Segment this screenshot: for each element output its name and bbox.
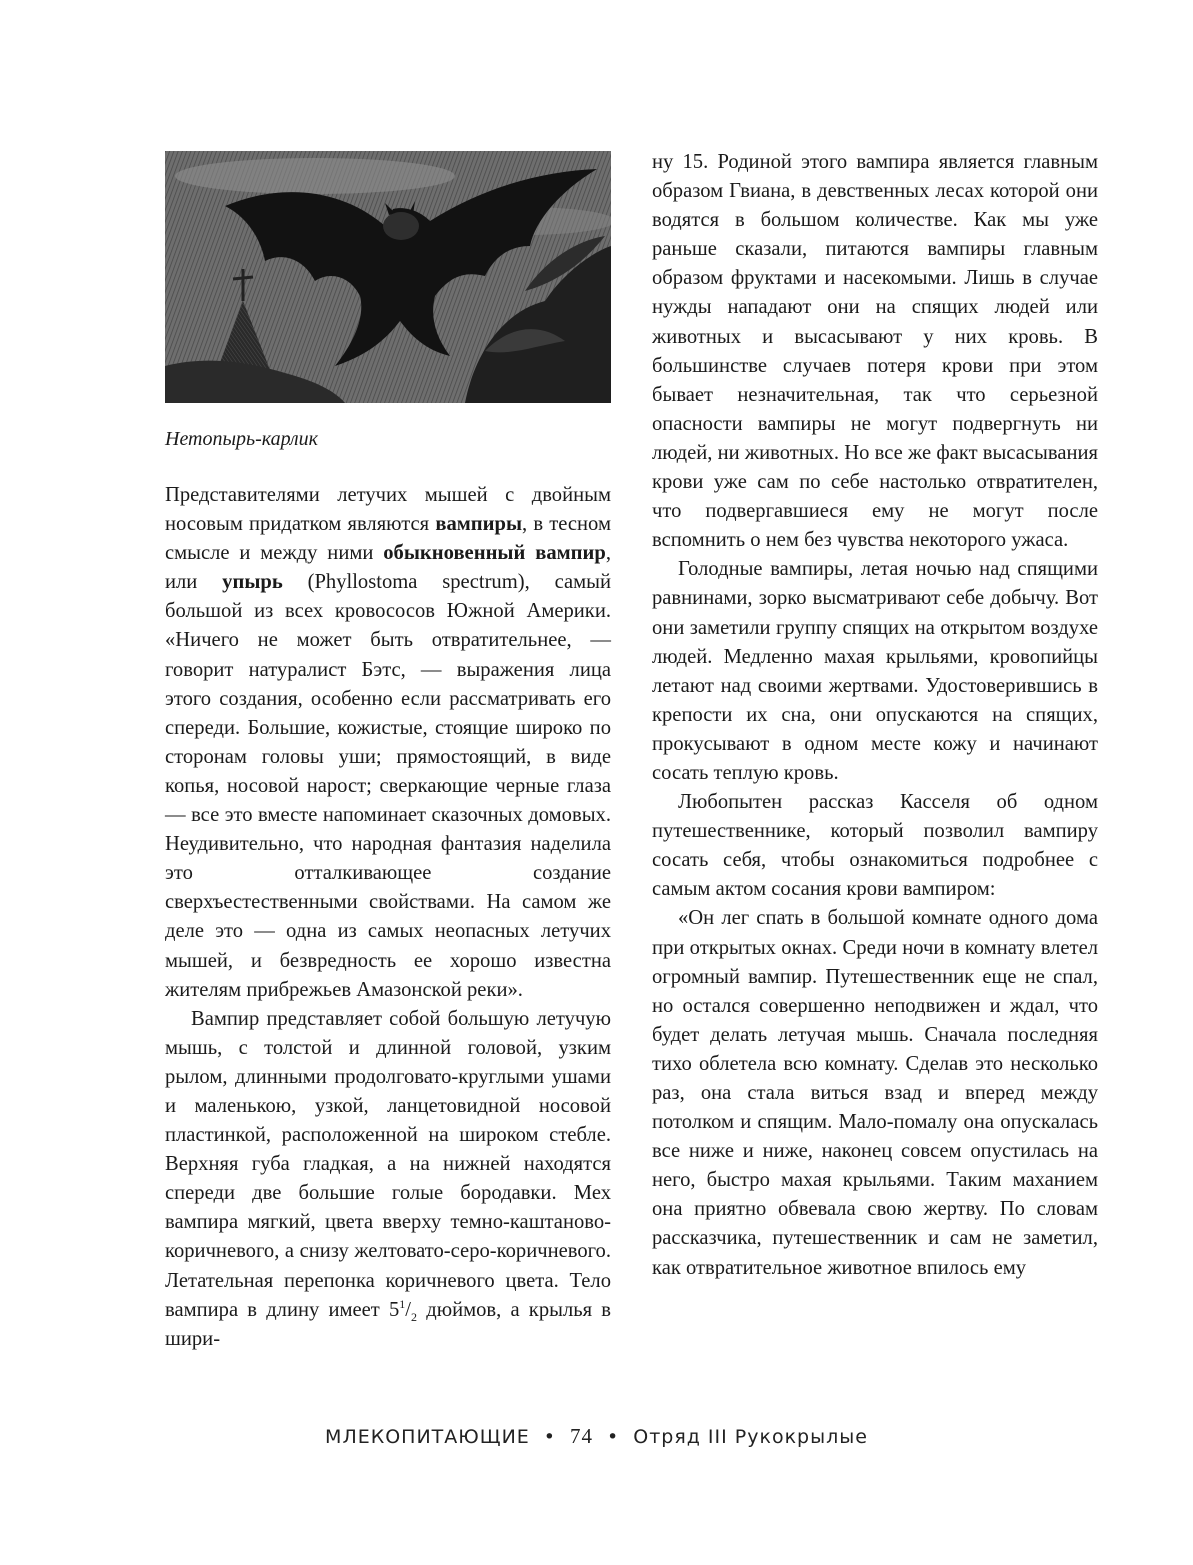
bat-illustration: [165, 151, 611, 403]
engraving-image: [165, 151, 611, 403]
paragraph: ну 15. Родиной этого вампира является главным образом Гвиана, в девственных лесах которой они водятся в большом количестве. Как мы уже раньше сказали, питаются вампиры главным образом фруктами и насекомыми. Лишь в случае нужды нападают они на спящих людей или животных и высасывают у них кровь. В большинстве случаев потеря крови при этом бывает незначительная, так что серьезной опасности вампиры не могут подвергнуть ни людей, ни животных. Но все же факт высасывания крови уже сам по себе настолько отвратителен, что подвергавшиеся ему не могут после вспомнить о нем без чувства некоторого ужаса.: [652, 151, 1098, 552]
paragraph: Вампир представляет собой большую летучую мышь, с толстой и длинной головой, узким рылом, длинными продолговато-круглыми ушами и маленькою, узкой, ланцетовидной носовой пластинкой, расположенной на широком стебле. Верхняя губа гладкая, а на нижней находятся спереди две большие голые бородавки. Мех вампира мягкий, цвета вверху темно-каштаново-коричневого, а снизу желтовато-серо-коричневого. Летательная перепонка коричневого цвета. Тело вампира в длину имеет $5^1/_2$ дюймов, а крылья в шири-: [165, 1007, 611, 1350]
running-footer: [0, 1424, 1193, 1449]
paragraph: «Он лег спать в большой комнате одного дома при открытых окнах. Среди ночи в комнату влетел огромный вампир. Путешественник еще не спал, но остался совершенно неподвижен и ждал, что будет делать летучая мышь. Сначала последняя тихо облетела всю комнату. Сделав это несколько раз, она стала виться взад и вперед между потолком и спящим. Мало-помалу она опускалась все ниже и ниже, наконец совсем опустилась на него, быстро махая крыльями. Таким маханием она приятно обвевала свою жертву. По словам рассказчика, путешественник и сам не заметил, как отвратительное животное впилось ему: [652, 907, 1098, 1279]
bullet: •: [543, 1426, 557, 1448]
figure-caption: Нетопырь-карлик: [165, 428, 318, 450]
left-column: [165, 148, 611, 1354]
paragraph: Любопытен рассказ Касселя об одном путешественнике, который позволил вампиру сосать себя, чтобы ознакомиться подробнее с самым актом сосания крови вампиром:: [652, 791, 1098, 901]
section-title: МЛЕКОПИТАЮЩИЕ: [325, 1426, 530, 1448]
chapter-title: Отряд III Рукокрылые: [633, 1426, 868, 1448]
right-column: [652, 148, 1098, 1283]
paragraph: Голодные вампиры, летая ночью над спящими равнинами, зорко высматривают себе добычу. Вот они заметили группу спящих на открытом воздухе людей. Медленно махая крыльями, кровопийцы летают над своими жертвами. Удостоверившись в крепости их сна, они опускаются на спящих, прокусывают в одном месте кожу и начинают сосать теплую кровь.: [652, 558, 1098, 784]
page-number: 74: [570, 1424, 594, 1448]
paragraph: Представителями летучих мышей с двойным носовым придатком являются вампиры, в тесном смысле и между ними обыкновенный вампир, или упырь (Phyllostoma spectrum), самый большой из всех кровососов Южной Америки. «Ничего не может быть отвратительнее, — говорит натуралист Бэтс, — выражения лица этого создания, особенно если рассматривать его спереди. Большие, кожистые, стоящие широко по сторонам головы уши; прямостоящий, в виде копья, носовой нарост; сверкающие черные глаза — все это вместе напоминает сказочных домовых. Неудивительно, что народная фантазия наделила это отталкивающее создание сверхъестественными свойствами. На самом же деле это — одна из самых неопасных летучих мышей, и безвредность ее хорошо известна жителям прибрежьев Амазонской реки».: [165, 484, 612, 1001]
bullet: •: [607, 1426, 620, 1448]
